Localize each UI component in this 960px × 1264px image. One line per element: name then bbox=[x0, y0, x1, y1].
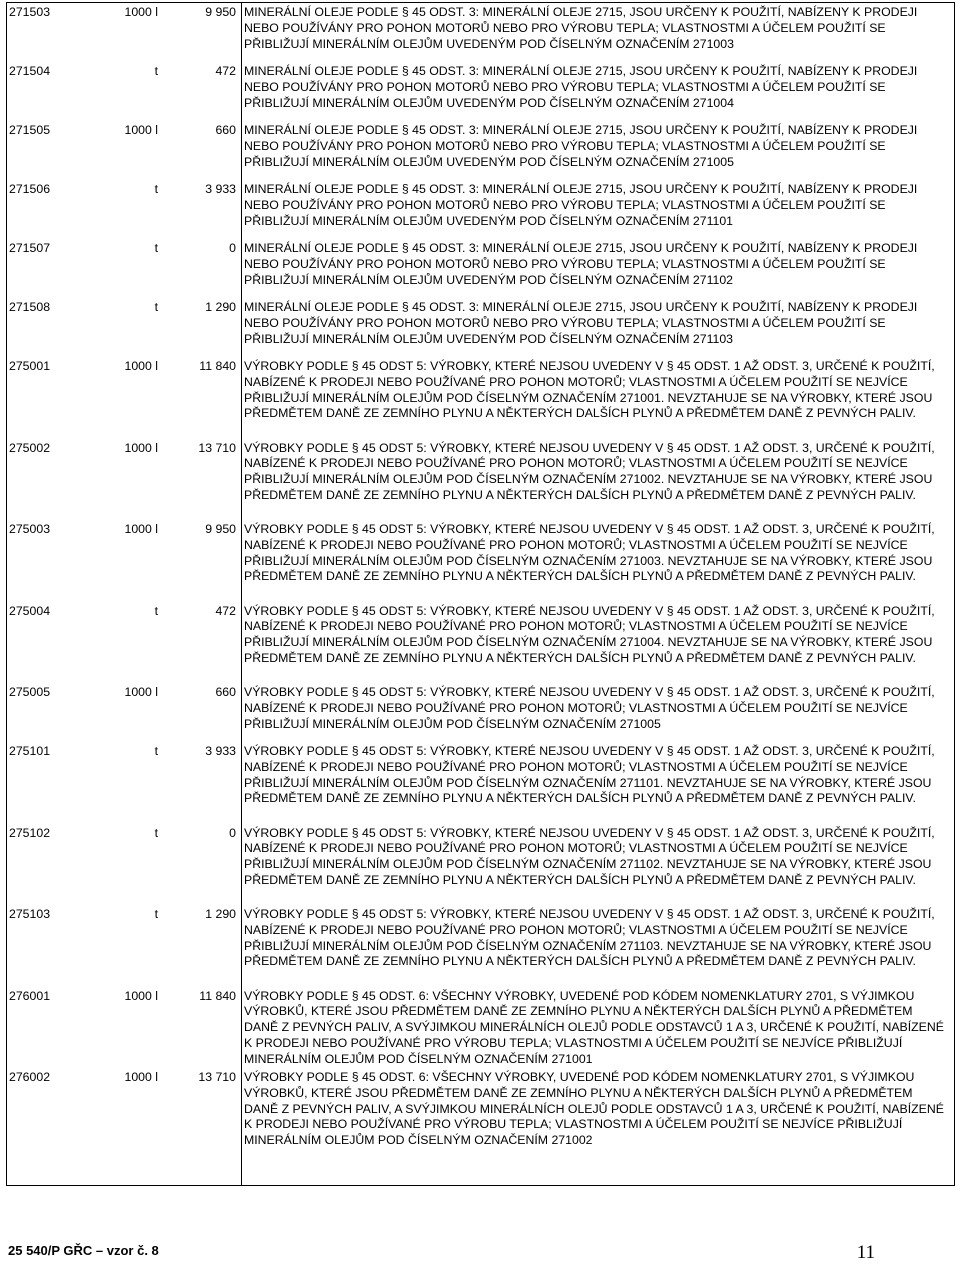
measure-unit: 1000 l bbox=[124, 440, 158, 455]
tax-rate: 3 933 bbox=[205, 744, 236, 758]
item-code: 275001 bbox=[9, 359, 51, 373]
measure-unit: 1000 l bbox=[124, 1070, 158, 1084]
page-number: 11 bbox=[856, 1242, 875, 1263]
tax-rate: 9 950 bbox=[205, 522, 236, 536]
table-row bbox=[7, 522, 954, 604]
item-code: 276001 bbox=[9, 988, 51, 1003]
table-row bbox=[7, 989, 954, 1071]
tax-rate: 11 840 bbox=[199, 988, 236, 1003]
measure-unit: 1000 l bbox=[124, 359, 158, 373]
item-description: VÝROBKY PODLE § 45 ODST 5: VÝROBKY, KTERÉ NEJSOU UVEDENY V § 45 ODST. 1 AŽ ODST. 3, URČENÉ K POUŽITÍ, NABÍZENÉ K PRODEJI NEBO POUŽÍVANÉ PRO POHON MOTORŮ; VLASTNOSTMI A ÚČELEM POUŽITÍ SE NEJVÍCE PŘIBLIŽUJÍ MINERÁLNÍM OLEJŮM POD ČÍSELNÝM OZNAČENÍM 271005 bbox=[244, 685, 935, 731]
table-row bbox=[7, 64, 954, 123]
tax-rate: 13 710 bbox=[198, 440, 236, 455]
tax-rate: 11 840 bbox=[199, 359, 236, 373]
measure-unit: t bbox=[154, 907, 158, 921]
item-description: VÝROBKY PODLE § 45 ODST 5: VÝROBKY, KTERÉ NEJSOU UVEDENY V § 45 ODST. 1 AŽ ODST. 3, URČENÉ K POUŽITÍ, NABÍZENÉ K PRODEJI NEBO POUŽÍVANÉ PRO POHON MOTORŮ; VLASTNOSTMI A ÚČELEM POUŽITÍ SE NEJVÍCE PŘIBLIŽUJÍ MINERÁLNÍM OLEJŮM POD ČÍSELNÝM OZNAČENÍM 271003. NEVZTAHUJE SE NA VÝROBKY, KTERÉ JSOU PŘEDMĚTEM DANĚ ZE ZEMNÍHO PLYNU A NĚKTERÝCH DALŠÍCH PLYNŮ A PŘEDMĚTEM DANĚ Z PEVNÝCH PALIV. bbox=[244, 522, 935, 584]
tax-rate: 0 bbox=[229, 241, 236, 255]
item-description: VÝROBKY PODLE § 45 ODST 5: VÝROBKY, KTERÉ NEJSOU UVEDENY V § 45 ODST. 1 AŽ ODST. 3, URČENÉ K POUŽITÍ, NABÍZENÉ K PRODEJI NEBO POUŽÍVANÉ PRO POHON MOTORŮ; VLASTNOSTMI A ÚČELEM POUŽITÍ SE NEJVÍCE PŘIBLIŽUJÍ MINERÁLNÍM OLEJŮM POD ČÍSELNÝM OZNAČENÍM 271001. NEVZTAHUJE SE NA VÝROBKY, KTERÉ JSOU PŘEDMĚTEM DANĚ ZE ZEMNÍHO PLYNU A NĚKTERÝCH DALŠÍCH PLYNŮ A PŘEDMĚTEM DANĚ Z PEVNÝCH PALIV. bbox=[244, 359, 935, 421]
measure-unit: t bbox=[154, 182, 158, 196]
tax-rate: 3 933 bbox=[205, 182, 236, 196]
item-code: 275002 bbox=[9, 440, 51, 455]
measure-unit: 1000 l bbox=[124, 5, 158, 19]
table-row bbox=[7, 241, 954, 300]
measure-unit: 1000 l bbox=[124, 988, 158, 1003]
measure-unit: t bbox=[154, 64, 158, 78]
table-row bbox=[7, 826, 954, 908]
item-description: VÝROBKY PODLE § 45 ODST 5: VÝROBKY, KTERÉ NEJSOU UVEDENY V § 45 ODST. 1 AŽ ODST. 3, URČENÉ K POUŽITÍ, NABÍZENÉ K PRODEJI NEBO POUŽÍVANÉ PRO POHON MOTORŮ; VLASTNOSTMI A ÚČELEM POUŽITÍ SE NEJVÍCE PŘIBLIŽUJÍ MINERÁLNÍM OLEJŮM POD ČÍSELNÝM OZNAČENÍM 271002. NEVZTAHUJE SE NA VÝROBKY, KTERÉ JSOU PŘEDMĚTEM DANĚ ZE ZEMNÍHO PLYNU A NĚKTERÝCH DALŠÍCH PLYNŮ A PŘEDMĚTEM DANĚ Z PEVNÝCH PALIV. bbox=[244, 440, 935, 502]
tax-rate: 0 bbox=[229, 825, 236, 840]
tax-rate: 1 290 bbox=[205, 300, 236, 314]
item-description: VÝROBKY PODLE § 45 ODST. 6: VŠECHNY VÝROBKY, UVEDENÉ POD KÓDEM NOMENKLATURY 2701, S VÝJIMKOU VÝROBKŮ, KTERÉ JSOU PŘEDMĚTEM DANĚ ZE ZEMNÍHO PLYNU A NĚKTERÝCH DALŠÍCH PLYNŮ A PŘEDMĚTEM DANĚ Z PEVNÝCH PALIV, A SVÝJIMKOU MINERÁLNÍCH OLEJŮ PODLE ODSTAVCŮ 1 A 3, URČENÉ K POUŽITÍ, NABÍZENÉ K PRODEJI NEBO POUŽÍVANÉ PRO VÝROBU TEPLA; VLASTNOSTMI A ÚČELEM POUŽITÍ SE NEJVÍCE PŘIBLIŽUJÍ MINERÁLNÍM OLEJŮM POD ČÍSELNÝM OZNAČENÍM 271001 bbox=[244, 988, 944, 1066]
table-row bbox=[7, 300, 954, 359]
table-row bbox=[7, 1070, 954, 1152]
item-description: VÝROBKY PODLE § 45 ODST 5: VÝROBKY, KTERÉ NEJSOU UVEDENY V § 45 ODST. 1 AŽ ODST. 3, URČENÉ K POUŽITÍ, NABÍZENÉ K PRODEJI NEBO POUŽÍVANÉ PRO POHON MOTORŮ; VLASTNOSTMI A ÚČELEM POUŽITÍ SE NEJVÍCE PŘIBLIŽUJÍ MINERÁLNÍM OLEJŮM POD ČÍSELNÝM OZNAČENÍM 271102. NEVZTAHUJE SE NA VÝROBKY, KTERÉ JSOU PŘEDMĚTEM DANĚ ZE ZEMNÍHO PLYNU A NĚKTERÝCH DALŠÍCH PLYNŮ A PŘEDMĚTEM DANĚ Z PEVNÝCH PALIV. bbox=[244, 825, 935, 887]
measure-unit: t bbox=[154, 603, 158, 618]
tax-rate: 472 bbox=[215, 603, 236, 618]
table-row bbox=[7, 907, 954, 989]
item-description: VÝROBKY PODLE § 45 ODST 5: VÝROBKY, KTERÉ NEJSOU UVEDENY V § 45 ODST. 1 AŽ ODST. 3, URČENÉ K POUŽITÍ, NABÍZENÉ K PRODEJI NEBO POUŽÍVANÉ PRO POHON MOTORŮ; VLASTNOSTMI A ÚČELEM POUŽITÍ SE NEJVÍCE PŘIBLIŽUJÍ MINERÁLNÍM OLEJŮM POD ČÍSELNÝM OZNAČENÍM 271101. NEVZTAHUJE SE NA VÝROBKY, KTERÉ JSOU PŘEDMĚTEM DANĚ ZE ZEMNÍHO PLYNU A NĚKTERÝCH DALŠÍCH PLYNŮ A PŘEDMĚTEM DANĚ Z PEVNÝCH PALIV. bbox=[244, 744, 935, 806]
measure-unit: t bbox=[154, 300, 158, 314]
measure-unit: 1000 l bbox=[124, 685, 158, 699]
tax-rate: 472 bbox=[215, 64, 236, 78]
tax-rate: 660 bbox=[215, 685, 236, 699]
item-code: 271507 bbox=[9, 241, 51, 255]
form-identifier: 25 540/P GŘC – vzor č. 8 bbox=[8, 1243, 159, 1258]
item-code: 275004 bbox=[9, 603, 51, 618]
tax-rate: 660 bbox=[215, 123, 236, 137]
item-code: 271505 bbox=[9, 123, 51, 137]
table-row bbox=[7, 441, 954, 523]
item-description: MINERÁLNÍ OLEJE PODLE § 45 ODST. 3: MINERÁLNÍ OLEJE 2715, JSOU URČENY K POUŽITÍ, NABÍZENY K PRODEJI NEBO POUŽÍVÁNY PRO POHON MOTORŮ NEBO PRO VÝROBU TEPLA; VLASTNOSTMI A ÚČELEM POUŽITÍ SE PŘIBLIŽUJÍ MINERÁLNÍM OLEJŮM UVEDENÝM POD ČÍSELNÝM OZNAČENÍM 271003 bbox=[244, 5, 918, 51]
item-description: MINERÁLNÍ OLEJE PODLE § 45 ODST. 3: MINERÁLNÍ OLEJE 2715, JSOU URČENY K POUŽITÍ, NABÍZENY K PRODEJI NEBO POUŽÍVÁNY PRO POHON MOTORŮ NEBO PRO VÝROBU TEPLA; VLASTNOSTMI A ÚČELEM POUŽITÍ SE PŘIBLIŽUJÍ MINERÁLNÍM OLEJŮM UVEDENÝM POD ČÍSELNÝM OZNAČENÍM 271102 bbox=[244, 241, 918, 287]
item-description: MINERÁLNÍ OLEJE PODLE § 45 ODST. 3: MINERÁLNÍ OLEJE 2715, JSOU URČENY K POUŽITÍ, NABÍZENY K PRODEJI NEBO POUŽÍVÁNY PRO POHON MOTORŮ NEBO PRO VÝROBU TEPLA; VLASTNOSTMI A ÚČELEM POUŽITÍ SE PŘIBLIŽUJÍ MINERÁLNÍM OLEJŮM UVEDENÝM POD ČÍSELNÝM OZNAČENÍM 271101 bbox=[244, 182, 918, 228]
item-description: VÝROBKY PODLE § 45 ODST 5: VÝROBKY, KTERÉ NEJSOU UVEDENY V § 45 ODST. 1 AŽ ODST. 3, URČENÉ K POUŽITÍ, NABÍZENÉ K PRODEJI NEBO POUŽÍVANÉ PRO POHON MOTORŮ; VLASTNOSTMI A ÚČELEM POUŽITÍ SE NEJVÍCE PŘIBLIŽUJÍ MINERÁLNÍM OLEJŮM POD ČÍSELNÝM OZNAČENÍM 271004. NEVZTAHUJE SE NA VÝROBKY, KTERÉ JSOU PŘEDMĚTEM DANĚ ZE ZEMNÍHO PLYNU A NĚKTERÝCH DALŠÍCH PLYNŮ A PŘEDMĚTEM DANĚ Z PEVNÝCH PALIV. bbox=[244, 603, 935, 665]
table-row bbox=[7, 5, 954, 64]
item-code: 271504 bbox=[9, 64, 51, 78]
item-description: VÝROBKY PODLE § 45 ODST 5: VÝROBKY, KTERÉ NEJSOU UVEDENY V § 45 ODST. 1 AŽ ODST. 3, URČENÉ K POUŽITÍ, NABÍZENÉ K PRODEJI NEBO POUŽÍVANÉ PRO POHON MOTORŮ; VLASTNOSTMI A ÚČELEM POUŽITÍ SE NEJVÍCE PŘIBLIŽUJÍ MINERÁLNÍM OLEJŮM POD ČÍSELNÝM OZNAČENÍM 271103. NEVZTAHUJE SE NA VÝROBKY, KTERÉ JSOU PŘEDMĚTEM DANĚ ZE ZEMNÍHO PLYNU A NĚKTERÝCH DALŠÍCH PLYNŮ A PŘEDMĚTEM DANĚ Z PEVNÝCH PALIV. bbox=[244, 907, 935, 969]
table-row bbox=[7, 744, 954, 826]
table-row bbox=[7, 604, 954, 686]
table-row bbox=[7, 359, 954, 441]
measure-unit: t bbox=[154, 825, 158, 840]
tax-rate: 9 950 bbox=[205, 5, 236, 19]
item-code: 271506 bbox=[9, 182, 51, 196]
item-code: 275103 bbox=[9, 907, 51, 921]
tax-rate: 13 710 bbox=[198, 1070, 236, 1084]
document-table bbox=[6, 2, 955, 1186]
item-description: VÝROBKY PODLE § 45 ODST. 6: VŠECHNY VÝROBKY, UVEDENÉ POD KÓDEM NOMENKLATURY 2701, S VÝJIMKOU VÝROBKŮ, KTERÉ JSOU PŘEDMĚTEM DANĚ ZE ZEMNÍHO PLYNU A NĚKTERÝCH DALŠÍCH PLYNŮ A PŘEDMĚTEM DANĚ Z PEVNÝCH PALIV, A SVÝJIMKOU MINERÁLNÍCH OLEJŮ PODLE ODSTAVCŮ 1 A 3, URČENÉ K POUŽITÍ, NABÍZENÉ K PRODEJI NEBO POUŽÍVANÉ PRO VÝROBU TEPLA; VLASTNOSTMI A ÚČELEM POUŽITÍ SE NEJVÍCE PŘIBLIŽUJÍ MINERÁLNÍM OLEJŮM POD ČÍSELNÝM OZNAČENÍM 271002 bbox=[244, 1070, 944, 1148]
measure-unit: 1000 l bbox=[124, 522, 158, 536]
item-code: 275005 bbox=[9, 685, 51, 699]
table-row bbox=[7, 685, 954, 744]
table-row bbox=[7, 123, 954, 182]
item-description: MINERÁLNÍ OLEJE PODLE § 45 ODST. 3: MINERÁLNÍ OLEJE 2715, JSOU URČENY K POUŽITÍ, NABÍZENY K PRODEJI NEBO POUŽÍVÁNY PRO POHON MOTORŮ NEBO PRO VÝROBU TEPLA; VLASTNOSTMI A ÚČELEM POUŽITÍ SE PŘIBLIŽUJÍ MINERÁLNÍM OLEJŮM UVEDENÝM POD ČÍSELNÝM OZNAČENÍM 271005 bbox=[244, 123, 918, 169]
table-rows bbox=[7, 3, 954, 1152]
item-description: MINERÁLNÍ OLEJE PODLE § 45 ODST. 3: MINERÁLNÍ OLEJE 2715, JSOU URČENY K POUŽITÍ, NABÍZENY K PRODEJI NEBO POUŽÍVÁNY PRO POHON MOTORŮ NEBO PRO VÝROBU TEPLA; VLASTNOSTMI A ÚČELEM POUŽITÍ SE PŘIBLIŽUJÍ MINERÁLNÍM OLEJŮM UVEDENÝM POD ČÍSELNÝM OZNAČENÍM 271004 bbox=[244, 64, 918, 110]
item-code: 275101 bbox=[9, 744, 51, 758]
item-code: 275102 bbox=[9, 825, 51, 840]
measure-unit: t bbox=[154, 241, 158, 255]
item-description: MINERÁLNÍ OLEJE PODLE § 45 ODST. 3: MINERÁLNÍ OLEJE 2715, JSOU URČENY K POUŽITÍ, NABÍZENY K PRODEJI NEBO POUŽÍVÁNY PRO POHON MOTORŮ NEBO PRO VÝROBU TEPLA; VLASTNOSTMI A ÚČELEM POUŽITÍ SE PŘIBLIŽUJÍ MINERÁLNÍM OLEJŮM UVEDENÝM POD ČÍSELNÝM OZNAČENÍM 271103 bbox=[244, 300, 918, 346]
item-code: 271508 bbox=[9, 300, 51, 314]
item-code: 275003 bbox=[9, 522, 51, 536]
measure-unit: t bbox=[154, 744, 158, 758]
item-code: 271503 bbox=[9, 5, 51, 19]
tax-rate: 1 290 bbox=[205, 907, 236, 921]
table-row bbox=[7, 182, 954, 241]
measure-unit: 1000 l bbox=[124, 123, 158, 137]
item-code: 276002 bbox=[9, 1070, 51, 1084]
